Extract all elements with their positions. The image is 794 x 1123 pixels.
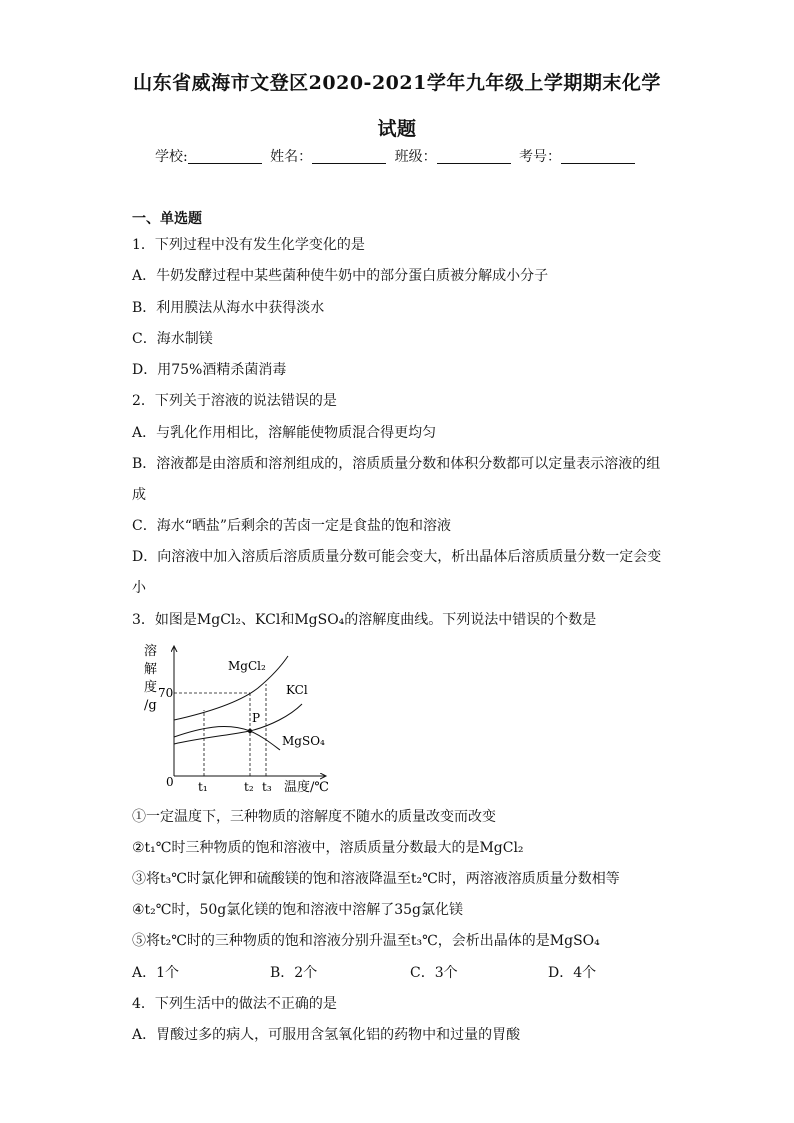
q3-option-a: A．1个 xyxy=(132,965,180,981)
point-p-label: P xyxy=(252,711,261,725)
q2-option-c: C．海水“晒盐”后剩余的苦卤一定是食盐的饱和溶液 xyxy=(132,518,452,534)
q3-stem: 3．如图是MgCl₂、KCl和MgSO₄的溶解度曲线。下列说法中错误的个数是 xyxy=(132,612,597,628)
q2-option-b-line1: B．溶液都是由溶质和溶剂组成的，溶质质量分数和体积分数都可以定量表示溶液的组 xyxy=(132,456,661,472)
doc-title-line2: 试题 xyxy=(377,118,417,140)
class-label: 班级： xyxy=(394,149,437,165)
tick-t2: t₂ xyxy=(244,780,254,794)
origin-label: 0 xyxy=(166,775,174,789)
q1-stem: 1．下列过程中没有发生化学变化的是 xyxy=(132,237,365,253)
q3-statement-3: ③将t₃℃时氯化钾和硫酸镁的饱和溶液降温至t₂℃时，两溶液溶质质量分数相等 xyxy=(132,871,620,887)
school-field[interactable] xyxy=(188,149,262,164)
class-field[interactable] xyxy=(437,149,511,164)
number-field[interactable] xyxy=(561,149,635,164)
mgcl2-label: MgCl₂ xyxy=(228,659,266,673)
school-label: 学校: xyxy=(154,149,188,165)
q2-stem: 2．下列关于溶液的说法错误的是 xyxy=(132,393,337,409)
number-label: 考号： xyxy=(519,149,562,165)
q4-stem: 4．下列生活中的做法不正确的是 xyxy=(132,996,337,1012)
tick-70: 70 xyxy=(158,686,174,700)
name-field[interactable] xyxy=(312,149,386,164)
xlabel: 温度/℃ xyxy=(284,780,329,795)
q1-option-b: B．利用膜法从海水中获得淡水 xyxy=(132,300,325,316)
tick-t3: t₃ xyxy=(262,780,272,794)
ylabel-2: 解 xyxy=(144,662,158,677)
tick-t1: t₁ xyxy=(198,780,208,794)
q1-option-c: C．海水制镁 xyxy=(132,331,213,347)
q3-statement-2: ②t₁℃时三种物质的饱和溶液中，溶质质量分数最大的是MgCl₂ xyxy=(132,840,524,856)
q2-option-a: A．与乳化作用相比，溶解能使物质混合得更均匀 xyxy=(132,425,437,441)
q2-option-b-line2: 成 xyxy=(132,487,146,503)
q3-option-d: D．4个 xyxy=(548,965,597,981)
q3-option-c: C．3个 xyxy=(410,965,458,981)
ylabel-3: 度 xyxy=(144,680,158,695)
solubility-curve-figure xyxy=(140,640,340,800)
q3-option-b: B．2个 xyxy=(270,965,318,981)
doc-title-line1: 山东省威海市文登区2020-2021学年九年级上学期期末化学 xyxy=(133,72,661,94)
kcl-label: KCl xyxy=(286,683,308,697)
q2-option-d-line2: 小 xyxy=(132,580,146,596)
section-heading: 一、单选题 xyxy=(132,211,202,227)
student-info-row xyxy=(0,146,794,166)
q4-option-a: A．胃酸过多的病人，可服用含氢氧化铝的药物中和过量的胃酸 xyxy=(132,1027,521,1043)
ylabel-4: /g xyxy=(144,698,157,713)
name-label: 姓名： xyxy=(270,149,313,165)
q3-statement-1: ①一定温度下，三种物质的溶解度不随水的质量改变而改变 xyxy=(132,809,496,825)
q3-statement-5: ⑤将t₂℃时的三种物质的饱和溶液分别升温至t₃℃，会析出晶体的是MgSO₄ xyxy=(132,933,600,949)
mgso4-label: MgSO₄ xyxy=(282,734,325,748)
q2-option-d-line1: D．向溶液中加入溶质后溶质质量分数可能会变大，析出晶体后溶质质量分数一定会变 xyxy=(132,549,662,565)
q1-option-a: A．牛奶发酵过程中某些菌种使牛奶中的部分蛋白质被分解成小分子 xyxy=(132,268,549,284)
ylabel-1: 溶 xyxy=(144,644,158,659)
q3-statement-4: ④t₂℃时，50g氯化镁的饱和溶液中溶解了35g氯化镁 xyxy=(132,902,464,918)
intersection-point xyxy=(248,729,252,733)
q1-option-d: D．用75%酒精杀菌消毒 xyxy=(132,362,287,378)
mgso4-curve xyxy=(174,727,280,750)
